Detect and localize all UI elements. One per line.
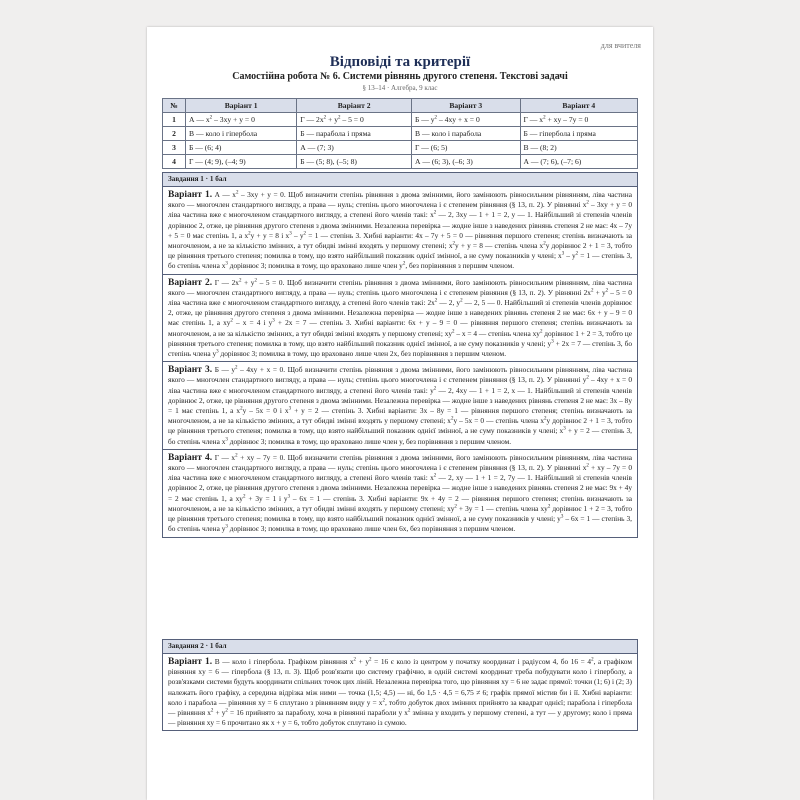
variant-label: Варіант 1. bbox=[168, 657, 213, 667]
column-header-variant-4: Варіант 4 bbox=[520, 99, 637, 113]
row-number: 2 bbox=[163, 127, 186, 141]
answers-header-row bbox=[163, 99, 638, 113]
task-1-variant-1 bbox=[163, 187, 637, 275]
for-teacher-note: для вчителя bbox=[600, 41, 641, 50]
answers-table bbox=[162, 98, 638, 169]
variant-label: Варіант 2. bbox=[168, 277, 213, 288]
task-1-variant-4 bbox=[163, 450, 637, 537]
variant-text: Б — $y^2 - 4xy + x = 0$. Щоб визначити степінь рівняння з двома змінними, його замінюють рівносильним рівнянням, ліва частина якого — многочлен стандартного вигляду, а права — нуль; степінь цього многочлена і є степенем рівняння (§ 13, п. 2). У рівнянні $y^2 - 4xy + x = 0$ ліва частина вже є многочленом стандартного вигляду, а степені його членів такі: $y^2$ — 2, 4xy — 1 + 1 = 2, x — 1. Найбільший зі степенів членів дорівнює 2, отже, це рівняння другого степеня з двома змінними. Незалежна перевірка — жодне інше з наведених рівнянь степеня 2 не має: 3x – 8y = 1 має степінь 1, а $x^2y - 5x = 0$ і $x^3 + y = 2$ — степінь 3. Хибні варіанти: 3x – 8y = 1 — рівняння першого степеня; степінь визначають за многочленом, а не за кількістю змінних, а тут обидві змінні входять у першому степені; $x^2y - 5x = 0$ — степінь члена $x^2y$ дорівнює 2 + 1 = 3, тобто це рівняння третього степеня; помилка в тому, що взято найбільший показник однієї змінної, а не суму показників у члені; $x^3 + y = 2$ — степінь 3, бо степінь члена $x^3$ дорівнює 3; помилка в тому, що враховано лише член y, без порівняння з першим членом. bbox=[168, 365, 633, 446]
variant-label: Варіант 1. bbox=[168, 190, 213, 200]
page-title: Відповіді та критерії bbox=[329, 54, 471, 70]
column-header-variant-2: Варіант 2 bbox=[297, 99, 412, 113]
table-cell: Г — $2x^2 + y^2 - 5 = 0$ bbox=[297, 113, 412, 127]
task-1-variant-2 bbox=[163, 275, 637, 363]
variant-text: Г — $2x^2 + y^2 - 5 = 0$. Щоб визначити степінь рівняння з двома змінними, його замінюють рівносильним рівнянням, ліва частина якого — многочлен стандартного вигляду, а права — нуль; степінь цього многочлена і є степенем рівняння (§ 13, п. 2). У рівнянні $2x^2 + y^2 - 5 = 0$ ліва частина вже є многочленом стандартного вигляду, а степені його членів такі: $2x^2$ — 2, $y^2$ — 2, 5 — 0. Найбільший зі степенів членів дорівнює 2, отже, це рівняння другого степеня з двома змінними. Незалежна перевірка — жодне інше з наведених рівнянь степеня 2 не має: 6x + y – 9 = 0 має степінь 1, а $xy^2 - x = 4$ і $y^3 + 2x = 7$ — степінь 3. Хибні варіанти: 6x + y – 9 = 0 — рівняння першого степеня; степінь визначають за многочленом, а не за кількістю змінних, а тут обидві змінні входять у першому степені; $xy^2 - x = 4$ — степінь члена $xy^2$ дорівнює 1 + 2 = 3, тобто це рівняння третього степеня; помилка в тому, що взято найбільший показник однієї змінної, а не суму показників у члені; $y^3 + 2x = 7$ — степінь 3, бо степінь члена $y^3$ дорівнює 3; помилка в тому, що враховано лише член 2x, без порівняння з першим членом. bbox=[168, 277, 633, 359]
row-number: 1 bbox=[163, 113, 186, 127]
table-row bbox=[163, 113, 638, 127]
table-cell: А — $x^2 - 3xy + y = 0$ bbox=[186, 113, 297, 127]
table-cell: А — (7; 6), (–7; 6) bbox=[520, 155, 637, 169]
table-row bbox=[163, 141, 638, 155]
column-header-number: № bbox=[163, 99, 186, 113]
task-2-variant-1 bbox=[163, 654, 637, 730]
table-cell: Б — парабола і пряма bbox=[297, 127, 412, 141]
table-row bbox=[163, 127, 638, 141]
page-subtitle: Самостійна робота № 6. Системи рівнянь другого степеня. Текстові задачі bbox=[232, 71, 568, 82]
table-cell: В — (8; 2) bbox=[520, 141, 637, 155]
column-header-variant-1: Варіант 1 bbox=[186, 99, 297, 113]
table-cell: Б — (6; 4) bbox=[186, 141, 297, 155]
variant-text: Г — $x^2$ + xy – 7y = 0. Щоб визначити степінь рівняння з двома змінними, його замінюють рівносильним рівнянням, ліва частина якого — многочлен стандартного вигляду, а права — нуль; степінь цього многочлена і є степенем рівняння (§ 13, п. 2). У рівнянні $x^2$ + xy – 7y = 0 ліва частина вже є многочленом стандартного вигляду, а степені його членів такі: $x^2$ — 2, xy — 1 + 1 = 2, 7y — 1. Найбільший зі степенів членів дорівнює 2, отже, це рівняння другого степеня з двома змінними. Незалежна перевірка — жодне інше з наведених рівнянь степеня 2 не має: 9x + 4y = 2 має степінь 1, а $xy^2 + 3y = 1$ і $y^3 - 6x = 1$ — степінь 3. Хибні варіанти: 9x + 4y = 2 — рівняння першого степеня; степінь визначають за многочленом, а не за кількістю змінних, а тут обидві змінні входять у першому степені; $xy^2 + 3y = 1$ — степінь члена $xy^2$ дорівнює 1 + 2 = 3, тобто це рівняння третього степеня; помилка в тому, що взято найбільший показник однієї змінної, а не суму показників у члені; $y^3 - 6x = 1$ — степінь 3, бо степінь члена $y^3$ дорівнює 3; помилка в тому, що враховано лише член 6x, без порівняння з першим членом. bbox=[168, 452, 633, 534]
table-cell: Г — $x^2$ + xy – 7y = 0 bbox=[520, 113, 637, 127]
column-header-variant-3: Варіант 3 bbox=[411, 99, 520, 113]
task-1-block bbox=[162, 172, 638, 538]
row-number: 3 bbox=[163, 141, 186, 155]
table-cell: Б — (5; 8), (–5; 8) bbox=[297, 155, 412, 169]
task-2-heading: Завдання 2 · 1 бал bbox=[163, 640, 637, 654]
task-1-variant-3 bbox=[163, 362, 637, 450]
task-2-block bbox=[162, 639, 638, 731]
variant-text: А — $x^2 - 3xy + y = 0$. Щоб визначити степінь рівняння з двома змінними, його замінюють рівносильним рівнянням, ліва частина якого — многочлен стандартного вигляду, а права — нуль; степінь цього многочлена і є степенем рівняння (§ 13, п. 2). У рівнянні $x^2 - 3xy + y = 0$ ліва частина вже є многочленом стандартного вигляду, а степені його членів такі: $x^2$ — 2, 3xy — 1 + 1 = 2, y — 1. Найбільший зі степенів членів дорівнює 2, отже, це рівняння другого степеня з двома змінними. Незалежна перевірка — жодне інше з наведених рівнянь степеня 2 не має: 4x – 7y + 5 = 0 має степінь 1, а $x^2y + y = 8$ і $x^3 - y^2 = 1$ — степінь 3. Хибні варіанти: 4x – 7y + 5 = 0 — рівняння першого степеня; степінь визначають за многочленом, а не за кількістю змінних, а тут обидві змінні входять у першому степені; $x^2y + y = 8$ — степінь члена $x^2y$ дорівнює 2 + 1 = 3, тобто це рівняння третього степеня; помилка в тому, що взято найбільший показник однієї змінної, а не суму показників у члені; $x^3 - y^2 = 1$ — степінь 3, бо степінь члена $x^3$ дорівнює 3; помилка в тому, що враховано лише член $y^2$, без порівняння з першим членом. bbox=[168, 190, 633, 271]
document-page bbox=[147, 27, 653, 800]
table-cell: А — (6; 3), (–6; 3) bbox=[411, 155, 520, 169]
table-cell: Б — $y^2 - 4xy + x = 0$ bbox=[411, 113, 520, 127]
table-cell: Г — (4; 9), (–4; 9) bbox=[186, 155, 297, 169]
table-row bbox=[163, 155, 638, 169]
task-1-heading: Завдання 1 · 1 бал bbox=[163, 173, 637, 187]
table-cell: В — коло і парабола bbox=[411, 127, 520, 141]
table-cell: В — коло і гіпербола bbox=[186, 127, 297, 141]
variant-label: Варіант 4. bbox=[168, 452, 213, 463]
table-cell: Г — (6; 5) bbox=[411, 141, 520, 155]
table-cell: А — (7; 3) bbox=[297, 141, 412, 155]
table-cell: Б — гіпербола і пряма bbox=[520, 127, 637, 141]
variant-label: Варіант 3. bbox=[168, 365, 213, 376]
row-number: 4 bbox=[163, 155, 186, 169]
section-reference: § 13–14 · Алгебра, 9 клас bbox=[362, 84, 438, 92]
variant-text: В — коло і гіпербола. Графіком рівняння $x^2 + y^2 = 16$ є коло із центром у початку координат і радіусом 4, бо $16 = 4^2$, а графіком рівняння xy = 6 — гіпербола (§ 13, п. 3). Щоб розв'язати цю систему графічно, в одній системі координат треба побудувати коло і гіперболу, а розв'язками системи будуть координати спільних точок цих ліній. Незалежна перевірка того, що рівняння xy = 6 не задає прямої: точки (1; 6) і (2; 3) належать його графіку, а середина відрізка між ними — точка (1,5; 4,5) — ні, бо 1,5 · 4,5 = 6,75 ≠ 6; графік прямої містив би і її. Хибні варіанти: коло і парабола — рівняння xy = 6 сплутано з рівнянням виду $y = x^2$, тобто добуток двох змінних прийнято за квадрат однієї; парабола і гіпербола — рівняння $x^2 + y^2 = 16$ прийнято за параболу, хоча в рівнянні параболи у $x^2$ змінна y входить у першому степені, а тут — у другому; коло і пряма — рівняння xy = 6 прочитано як x + y = 6, тобто добуток сплутано із сумою. bbox=[168, 657, 632, 728]
